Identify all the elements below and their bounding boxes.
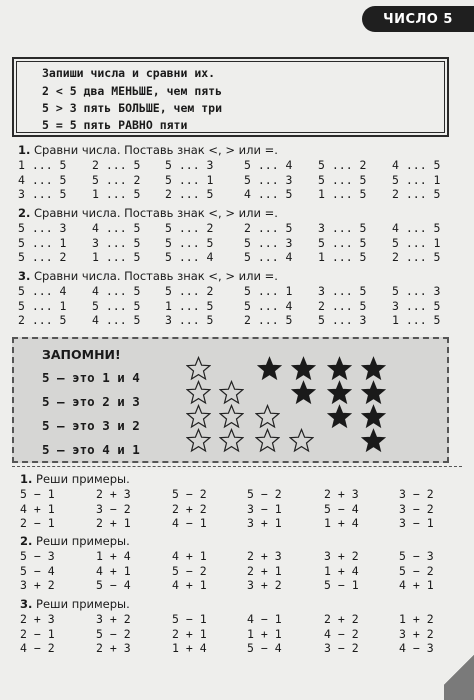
compare-item[interactable]: 2 ... 5 xyxy=(92,158,141,172)
filled-star-icon xyxy=(361,380,386,405)
example-item[interactable]: 5 − 1 xyxy=(172,612,207,626)
solve-task-title xyxy=(20,597,130,611)
example-item[interactable]: 1 + 1 xyxy=(247,626,282,641)
compare-item[interactable]: 3 ... 5 xyxy=(318,221,367,235)
compare-item[interactable]: 1 ... 5 xyxy=(318,250,367,265)
example-item[interactable]: 1 + 4 xyxy=(324,563,359,578)
compare-item[interactable]: 3 ... 5 xyxy=(318,284,367,298)
compare-item[interactable]: 2 ... 5 xyxy=(244,313,293,328)
example-item[interactable]: 4 + 1 xyxy=(172,549,207,563)
example-item[interactable]: 5 − 2 xyxy=(96,626,131,641)
example-item[interactable]: 3 − 2 xyxy=(96,501,131,516)
compare-item[interactable]: 2 ... 5 xyxy=(392,187,441,202)
filled-star-icon xyxy=(361,404,386,429)
compare-item[interactable]: 5 ... 5 xyxy=(92,298,141,313)
compare-item[interactable]: 4 ... 5 xyxy=(392,158,441,172)
example-item[interactable]: 4 − 1 xyxy=(247,612,282,626)
compare-item[interactable]: 5 ... 2 xyxy=(18,250,67,265)
compare-item[interactable]: 5 ... 3 xyxy=(244,235,293,250)
compare-item[interactable]: 5 ... 4 xyxy=(18,284,67,298)
task-instruction: Сравни числа. Поставь знак <, > или =. xyxy=(34,143,278,157)
memo-line-4: 5 — это 4 и 1 xyxy=(42,442,140,457)
solve-task-title xyxy=(20,472,130,486)
compare-item[interactable]: 5 ... 1 xyxy=(392,172,441,187)
compare-task-title xyxy=(18,143,278,157)
compare-item[interactable]: 5 ... 5 xyxy=(165,235,214,250)
example-item[interactable]: 4 + 1 xyxy=(399,578,434,593)
compare-item[interactable]: 5 ... 2 xyxy=(92,172,141,187)
example-item[interactable]: 4 − 2 xyxy=(324,626,359,641)
compare-item[interactable]: 5 ... 3 xyxy=(318,313,367,328)
example-item[interactable]: 1 + 4 xyxy=(172,641,207,656)
compare-item[interactable]: 2 ... 5 xyxy=(165,187,214,202)
compare-item[interactable]: 3 ... 5 xyxy=(92,235,141,250)
compare-item[interactable]: 1 ... 5 xyxy=(165,298,214,313)
example-item[interactable]: 3 − 1 xyxy=(247,501,282,516)
compare-item[interactable]: 3 ... 5 xyxy=(18,187,67,202)
compare-item[interactable]: 3 ... 5 xyxy=(165,313,214,328)
memo-box xyxy=(12,337,449,463)
example-item[interactable]: 5 − 2 xyxy=(172,563,207,578)
memo-line-1: 5 — это 1 и 4 xyxy=(42,370,140,385)
task-number: 1. xyxy=(20,472,33,486)
example-item[interactable]: 4 − 1 xyxy=(172,516,207,531)
outline-star-icon xyxy=(186,356,211,381)
compare-item[interactable]: 1 ... 5 xyxy=(92,250,141,265)
task-instruction: Реши примеры. xyxy=(36,472,130,486)
compare-item[interactable]: 5 ... 2 xyxy=(318,158,367,172)
page-corner-shade xyxy=(444,640,474,700)
example-item[interactable]: 4 − 3 xyxy=(399,641,434,656)
example-item[interactable]: 2 + 1 xyxy=(96,516,131,531)
filled-star-icon xyxy=(257,356,282,381)
filled-star-icon xyxy=(327,380,352,405)
compare-item[interactable]: 3 ... 5 xyxy=(392,298,441,313)
compare-item[interactable]: 5 ... 1 xyxy=(18,235,67,250)
compare-item[interactable]: 5 ... 4 xyxy=(244,158,293,172)
example-item[interactable]: 3 + 2 xyxy=(247,578,282,593)
rule-line-3: 5 > 3 пять БОЛЬШЕ, чем три xyxy=(42,101,223,115)
example-item[interactable]: 2 + 1 xyxy=(247,563,282,578)
task-number: 2. xyxy=(18,206,31,220)
outline-star-icon xyxy=(186,380,211,405)
task-instruction: Сравни числа. Поставь знак <, > или =. xyxy=(34,269,278,283)
example-item[interactable]: 5 − 4 xyxy=(247,641,282,656)
compare-item[interactable]: 2 ... 5 xyxy=(18,313,67,328)
task-number: 3. xyxy=(20,597,33,611)
example-item[interactable]: 5 − 4 xyxy=(20,563,55,578)
compare-item[interactable]: 5 ... 4 xyxy=(244,298,293,313)
compare-item[interactable]: 1 ... 5 xyxy=(318,187,367,202)
memo-line-3: 5 — это 3 и 2 xyxy=(42,418,140,433)
rule-box xyxy=(12,57,449,137)
example-item[interactable]: 2 + 3 xyxy=(247,549,282,563)
outline-star-icon xyxy=(255,428,280,453)
task-number: 1. xyxy=(18,143,31,157)
example-item[interactable]: 5 − 2 xyxy=(247,487,282,501)
outline-star-icon xyxy=(289,428,314,453)
example-item[interactable]: 3 − 2 xyxy=(399,487,434,501)
compare-item[interactable]: 4 ... 5 xyxy=(244,187,293,202)
task-number: 3. xyxy=(18,269,31,283)
filled-star-icon xyxy=(361,428,386,453)
compare-item[interactable]: 5 ... 1 xyxy=(244,284,293,298)
compare-item[interactable]: 5 ... 4 xyxy=(165,250,214,265)
compare-item[interactable]: 4 ... 5 xyxy=(392,221,441,235)
example-item[interactable]: 2 + 3 xyxy=(96,487,131,501)
example-item[interactable]: 3 − 1 xyxy=(399,516,434,531)
outline-star-icon xyxy=(219,380,244,405)
example-item[interactable]: 2 − 1 xyxy=(20,516,55,531)
solve-task-title xyxy=(20,534,130,548)
outline-star-icon xyxy=(255,404,280,429)
compare-item[interactable]: 5 ... 3 xyxy=(165,158,214,172)
section-divider xyxy=(12,466,462,467)
compare-task-title xyxy=(18,269,278,283)
filled-star-icon xyxy=(327,404,352,429)
outline-star-icon xyxy=(219,428,244,453)
compare-item[interactable]: 1 ... 5 xyxy=(92,187,141,202)
compare-item[interactable]: 5 ... 3 xyxy=(392,284,441,298)
example-item[interactable]: 2 + 2 xyxy=(324,612,359,626)
rule-line-4: 5 = 5 пять РАВНО пяти xyxy=(42,118,188,132)
compare-item[interactable]: 4 ... 5 xyxy=(92,221,141,235)
compare-item[interactable]: 2 ... 5 xyxy=(392,250,441,265)
compare-task-title xyxy=(18,206,278,220)
example-item[interactable]: 5 − 3 xyxy=(20,549,55,563)
example-item[interactable]: 2 + 1 xyxy=(172,626,207,641)
example-item[interactable]: 5 − 4 xyxy=(96,578,131,593)
task-instruction: Сравни числа. Поставь знак <, > или =. xyxy=(34,206,278,220)
example-item[interactable]: 3 − 2 xyxy=(324,641,359,656)
example-item[interactable]: 4 + 1 xyxy=(96,563,131,578)
task-instruction: Реши примеры. xyxy=(36,597,130,611)
compare-item[interactable]: 4 ... 5 xyxy=(92,313,141,328)
example-item[interactable]: 5 − 1 xyxy=(20,487,55,501)
compare-item[interactable]: 4 ... 5 xyxy=(92,284,141,298)
memo-line-2: 5 — это 2 и 3 xyxy=(42,394,140,409)
example-item[interactable]: 4 + 1 xyxy=(20,501,55,516)
compare-item[interactable]: 4 ... 5 xyxy=(18,172,67,187)
compare-item[interactable]: 1 ... 5 xyxy=(392,313,441,328)
outline-star-icon xyxy=(219,404,244,429)
compare-item[interactable]: 5 ... 5 xyxy=(318,172,367,187)
example-item[interactable]: 3 + 2 xyxy=(399,626,434,641)
compare-item[interactable]: 5 ... 5 xyxy=(318,235,367,250)
example-item[interactable]: 2 + 3 xyxy=(20,612,55,626)
example-item[interactable]: 3 − 2 xyxy=(399,501,434,516)
example-item[interactable]: 3 + 2 xyxy=(96,612,131,626)
compare-item[interactable]: 2 ... 5 xyxy=(318,298,367,313)
example-item[interactable]: 5 − 4 xyxy=(324,501,359,516)
filled-star-icon xyxy=(291,380,316,405)
example-item[interactable]: 1 + 4 xyxy=(96,549,131,563)
task-instruction: Реши примеры. xyxy=(36,534,130,548)
example-item[interactable]: 1 + 2 xyxy=(399,612,434,626)
rule-line-2: 2 < 5 два МЕНЬШЕ, чем пять xyxy=(42,84,223,98)
filled-star-icon xyxy=(327,356,352,381)
example-item[interactable]: 5 − 2 xyxy=(172,487,207,501)
example-item[interactable]: 2 − 1 xyxy=(20,626,55,641)
outline-star-icon xyxy=(186,428,211,453)
example-item[interactable]: 3 + 1 xyxy=(247,516,282,531)
compare-item[interactable]: 2 ... 5 xyxy=(244,221,293,235)
example-item[interactable]: 5 − 3 xyxy=(399,549,434,563)
example-item[interactable]: 4 + 1 xyxy=(172,578,207,593)
compare-item[interactable]: 5 ... 1 xyxy=(392,235,441,250)
example-item[interactable]: 3 + 2 xyxy=(324,549,359,563)
task-number: 2. xyxy=(20,534,33,548)
memo-title: ЗАПОМНИ! xyxy=(42,347,121,362)
example-item[interactable]: 3 + 2 xyxy=(20,578,55,593)
compare-item[interactable]: 5 ... 4 xyxy=(244,250,293,265)
filled-star-icon xyxy=(291,356,316,381)
example-item[interactable]: 2 + 3 xyxy=(96,641,131,656)
compare-item[interactable]: 1 ... 5 xyxy=(18,158,67,172)
filled-star-icon xyxy=(361,356,386,381)
compare-item[interactable]: 5 ... 1 xyxy=(18,298,67,313)
example-item[interactable]: 2 + 2 xyxy=(172,501,207,516)
example-item[interactable]: 2 + 3 xyxy=(324,487,359,501)
rule-line-1: Запиши числа и сравни их. xyxy=(42,66,216,80)
compare-item[interactable]: 5 ... 2 xyxy=(165,221,214,235)
compare-item[interactable]: 5 ... 1 xyxy=(165,172,214,187)
compare-item[interactable]: 5 ... 2 xyxy=(165,284,214,298)
example-item[interactable]: 5 − 1 xyxy=(324,578,359,593)
chapter-tab-label: ЧИСЛО 5 xyxy=(383,11,453,27)
compare-item[interactable]: 5 ... 3 xyxy=(244,172,293,187)
example-item[interactable]: 4 − 2 xyxy=(20,641,55,656)
example-item[interactable]: 1 + 4 xyxy=(324,516,359,531)
example-item[interactable]: 5 − 2 xyxy=(399,563,434,578)
outline-star-icon xyxy=(186,404,211,429)
compare-item[interactable]: 5 ... 3 xyxy=(18,221,67,235)
chapter-tab xyxy=(362,6,474,32)
